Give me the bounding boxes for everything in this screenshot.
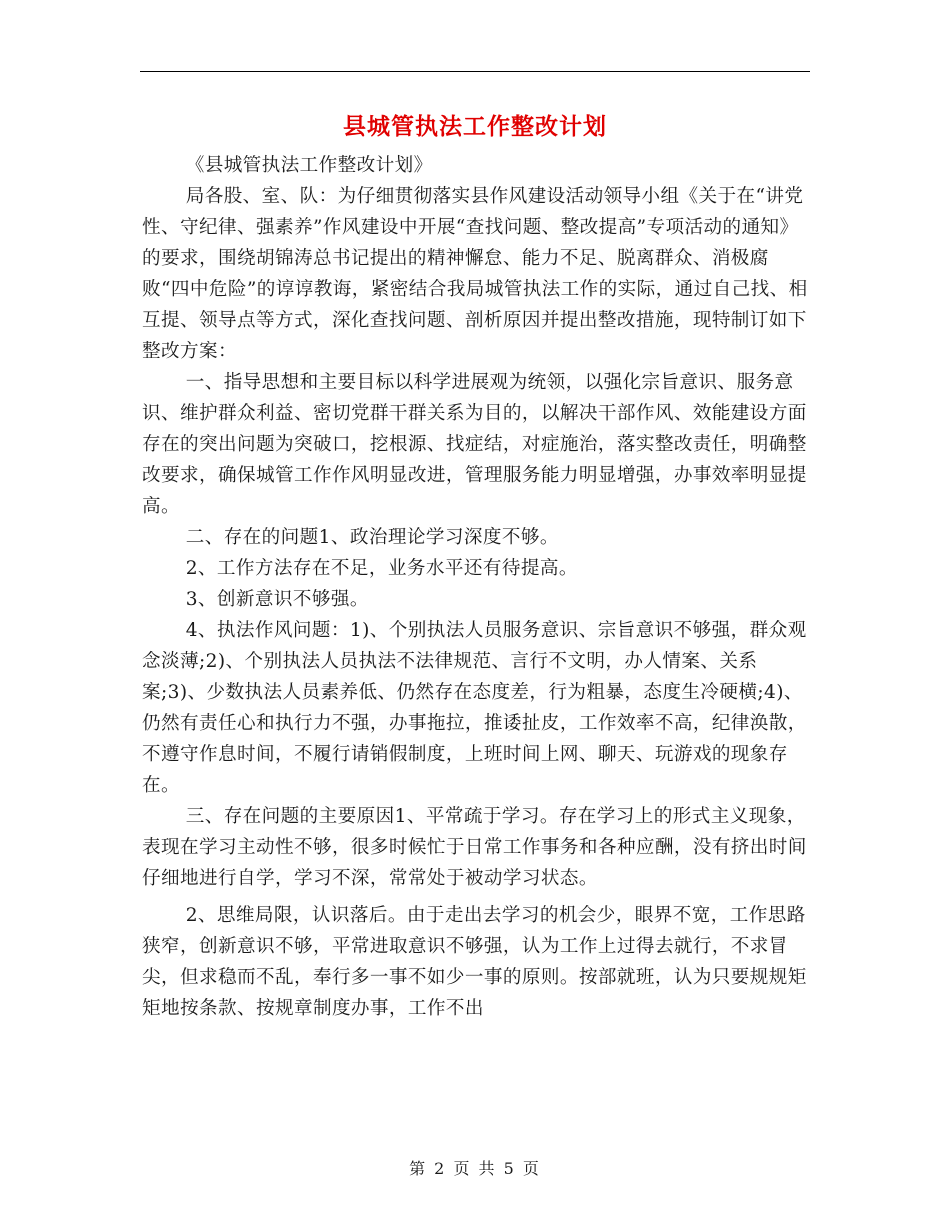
page-footer: 第 2 页 共 5 页 [409, 1159, 541, 1178]
paragraph-doc-name: 《县城管执法工作整改计划》 [185, 155, 433, 176]
paragraph-item-4: 4、执法作风问题：1)、个别执法人员服务意识、宗旨意识不够强，群众观念淡薄;2)、个别执法人员执法不法律规范、言行不文明，办人情案、关系案;3)、少数执法人员素养低、仍然存在态度差，行为粗暴，态度生冷硬横;4)、仍然有责任心和执行力不强，办事拖拉，推诿扯皮，工作效率不高，纪律涣散，不遵守作息时间，不履行请销假制度，上班时间上网、聊天、玩游戏的现象存在。 [142, 620, 807, 796]
paragraph-section-3: 三、存在问题的主要原因1、平常疏于学习。存在学习上的形式主义现象，表现在学习主动性不够，很多时候忙于日常工作事务和各种应酬，没有挤出时间仔细地进行自学，学习不深，常常处于被动学习状态。 [142, 806, 807, 889]
paragraph-cause-2: 2、思维局限，认识落后。由于走出去学习的机会少，眼界不宽，工作思路狭窄，创新意识不够，平常进取意识不够强，认为工作上过得去就行，不求冒尖，但求稳而不乱，奉行多一事不如少一事的原则。按部就班，认为只要规规矩矩地按条款、按规章制度办事，工作不出 [142, 905, 807, 1019]
document-title: 县城管执法工作整改计划 [343, 113, 607, 140]
paragraph-item-2: 2、工作方法存在不足，业务水平还有待提高。 [185, 558, 578, 579]
paragraph-section-2: 二、存在的问题1、政治理论学习深度不够。 [185, 527, 559, 548]
paragraph-intro: 局各股、室、队：为仔细贯彻落实县作风建设活动领导小组《关于在“讲党性、守纪律、强素养”作风建设中开展“查找问题、整改提高”专项活动的通知》的要求，围绕胡锦涛总书记提出的精神懈怠、能力不足、脱离群众、消极腐败“四中危险”的谆谆教诲，紧密结合我局城管执法工作的实际，通过自己找、相互提、领导点等方式，深化查找问题、剖析原因并提出整改措施，现特制订如下整改方案： [142, 186, 808, 362]
paragraph-section-1: 一、指导思想和主要目标以科学进展观为统领，以强化宗旨意识、服务意识、维护群众利益、密切党群干群关系为目的，以解决干部作风、效能建设方面存在的突出问题为突破口，挖根源、找症结，对症施治，落实整改责任，明确整改要求，确保城管工作作风明显改进，管理服务能力明显增强，办事效率明显提高。 [142, 372, 807, 517]
document-body [142, 150, 814, 1024]
paragraph-item-3: 3、创新意识不够强。 [185, 589, 369, 610]
header-rule [140, 71, 810, 72]
